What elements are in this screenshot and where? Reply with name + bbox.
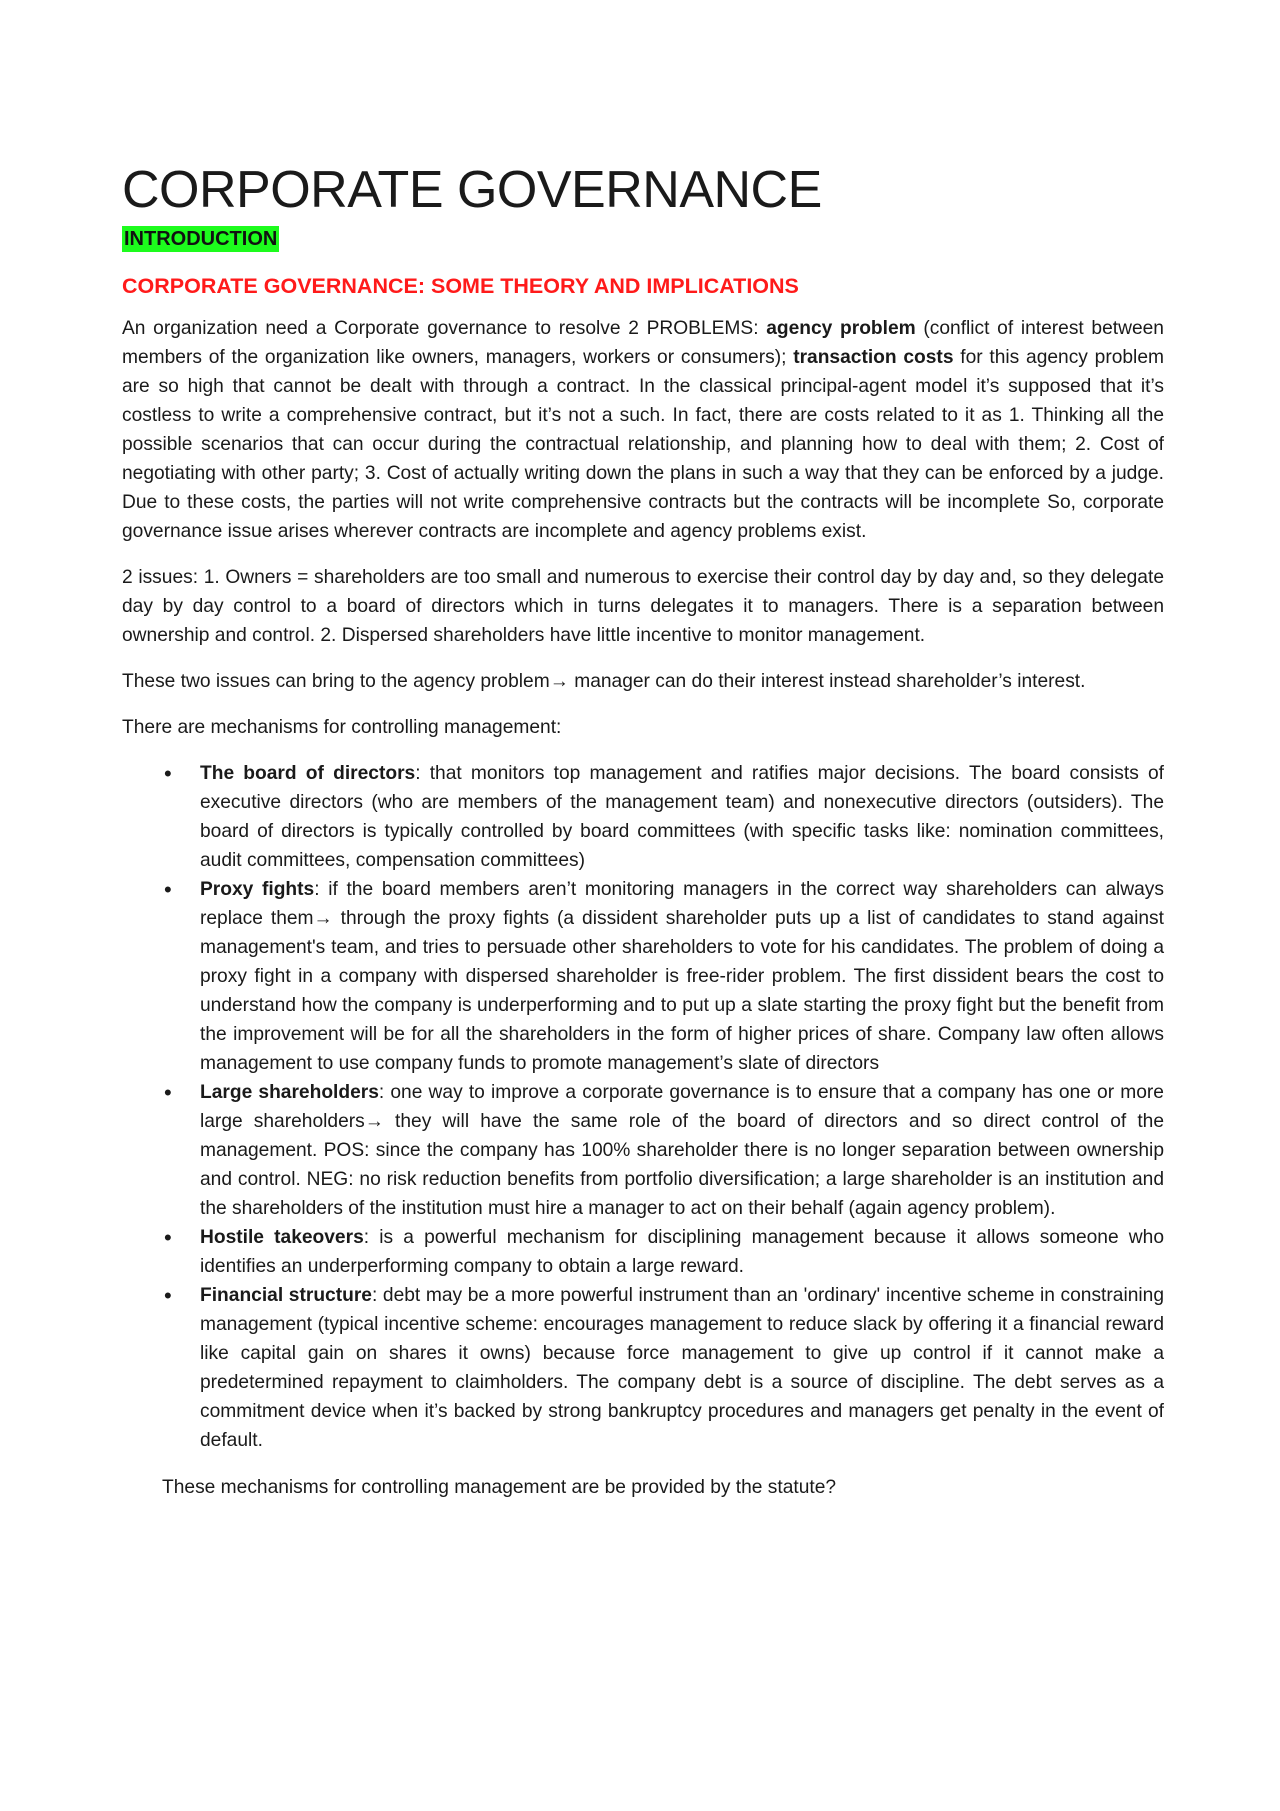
list-item-term: Hostile takeovers [200,1227,364,1248]
page-title: CORPORATE GOVERNANCE [122,161,822,219]
list-item-term: The board of directors [200,763,416,784]
p1-text-d: for this agency problem are so high that cannot be dealt with through a contract. In the classical principal-agent model it’s supposed that it’s costless to write a comprehensive contract, but it’s not a such. In fact, there are costs related to it as 1. Thinking all the possible scenarios that can occur during the contractual relationship, and planning how to deal with them; 2. Cost of negotiating with other party; 3. Cost of actually writing down the plans in such a way that they can be enforced by a judge. Due to these costs, the parties will not write comprehensive contracts but the contracts will be incomplete So, corporate governance issue arises wherever contracts are incomplete and agency problems exist. [122,347,1164,542]
list-item-board [122,759,1164,875]
paragraph-mechanisms-intro: There are mechanisms for controlling management: [122,717,562,738]
closing-question: These mechanisms for controlling management are be provided by the statute? [162,1477,837,1498]
bullet-icon: • [164,877,172,902]
list-item-term: Financial structure [200,1285,372,1306]
document-page [122,160,1164,1502]
list-item-financial-structure [122,1281,1164,1455]
transaction-costs-term: transaction costs [793,347,954,368]
list-item-text: : that monitors top management and ratifies major decisions. The board consists of executive directors (who are members of the management team) and nonexecutive directors (outsiders). The board of directors is typically controlled by board committees (with specific tasks like: nomination committees, audit committees, compensation committees) [200,763,1164,871]
bullet-icon: • [164,1225,172,1250]
list-item-text: : is a powerful mechanism for disciplining management because it allows someone who identifies an underperforming company to obtain a large reward. [200,1227,1165,1277]
mechanisms-list [122,759,1164,1455]
bullet-icon: • [164,761,172,786]
paragraph-problems [122,314,1164,546]
list-item-large-shareholders [122,1078,1164,1223]
list-item-text: : one way to improve a corporate governance is to ensure that a company has one or more large shareholders→ they will have the same role of the board of directors and so direct control of the management. POS: since the company has 100% shareholder there is no longer separation between ownership and control. NEG: no risk reduction benefits from portfolio diversification; a large shareholder is an institution and the shareholders of the institution must hire a manager to act on their behalf (again agency problem). [200,1082,1164,1219]
paragraph-issues: 2 issues: 1. Owners = shareholders are too small and numerous to exercise their control day by day and, so they delegate day by day control to a board of directors which in turns delegates it to managers. There is a separation between ownership and control. 2. Dispersed shareholders have little incentive to monitor management. [122,567,1164,646]
list-item-text: : if the board members aren’t monitoring managers in the correct way shareholders can always replace them→ through the proxy fights (a dissident shareholder puts up a list of candidates to stand against management's team, and tries to persuade other shareholders to vote for his candidates. The problem of doing a proxy fight in a company with dispersed shareholder is free-rider problem. The first dissident bears the cost to understand how the company is underperforming and to put up a slate starting the proxy fight but the benefit from the improvement will be for all the shareholders in the form of higher prices of share. Company law often allows management to use company funds to promote management’s slate of directors [200,879,1164,1074]
paragraph-agency: These two issues can bring to the agency problem→ manager can do their interest instead shareholder’s interest. [122,671,1086,692]
list-item-term: Proxy fights [200,879,315,900]
agency-problem-term: agency problem [766,318,916,339]
bullet-icon: • [164,1283,172,1308]
section-subtitle: CORPORATE GOVERNANCE: SOME THEORY AND IMPLICATIONS [122,274,799,298]
p1-text-a: An organization need a Corporate governance to resolve 2 PROBLEMS: [122,318,767,339]
list-item-hostile-takeovers [122,1223,1164,1281]
list-item-text: : debt may be a more powerful instrument than an 'ordinary' incentive scheme in constraining management (typical incentive scheme: encourages management to reduce slack by offering it a financial reward like capital gain on shares it owns) because force management to give up control if it cannot make a predetermined repayment to claimholders. The company debt is a source of discipline. The debt serves as a commitment device when it’s backed by strong bankruptcy procedures and managers get penalty in the event of default. [200,1285,1164,1451]
p1-text-c: (conflict of interest between members of the organization like owners, managers, workers or consumers); [122,318,1164,368]
list-item-proxy [122,875,1164,1078]
section-tag-introduction: INTRODUCTION [124,228,278,250]
list-item-term: Large shareholders [200,1082,379,1103]
bullet-icon: • [164,1080,172,1105]
